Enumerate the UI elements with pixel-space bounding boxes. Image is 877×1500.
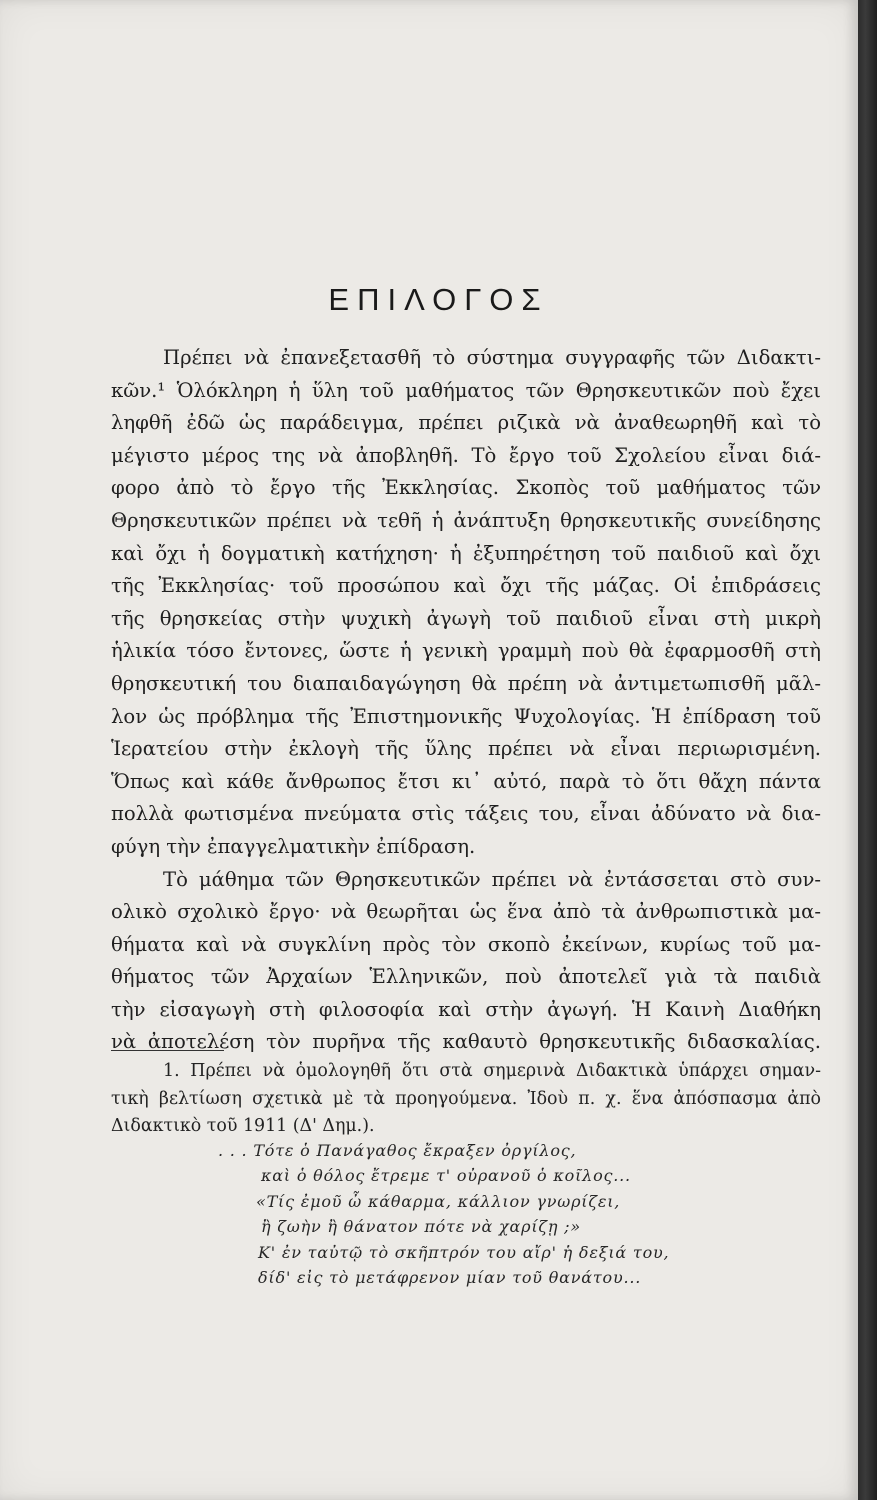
text-line: ἡλικία τόσο ἔντονες, ὥστε ἡ γενικὴ γραμμὴ ποὺ θὰ ἐφαρμοσθῆ στὴ bbox=[111, 639, 821, 663]
text-line: ολικὸ σχολικὸ ἔργο· νὰ θεωρῆται ὡς ἕνα ἀπὸ τὰ ἀνθρωπιστικὰ μα- bbox=[111, 900, 821, 924]
text-line: τῆς θρησκείας στὴν ψυχικὴ ἀγωγὴ τοῦ παιδιοῦ εἶναι στὴ μικρὴ bbox=[111, 606, 821, 630]
poem-line: . . . Τότε ὁ Πανάγαθος ἔκραξεν ὀργίλος, bbox=[218, 1141, 577, 1160]
footnote-line: Διδακτικὸ τοῦ 1911 (Δ' Δημ.). bbox=[111, 1116, 375, 1136]
text-line: καὶ ὄχι ἡ δογματικὴ κατήχηση· ἡ ἐξυπηρέτηση τοῦ παιδιοῦ καὶ ὄχι bbox=[111, 541, 821, 565]
text-line: μέγιστο μέρος της νὰ ἀποβληθῆ. Τὸ ἔργο τοῦ Σχολείου εἶναι διά- bbox=[111, 443, 821, 467]
text-line: Θρησκευτικῶν πρέπει νὰ τεθῆ ἡ ἀνάπτυξη θρησκευτικῆς συνείδησης bbox=[111, 508, 821, 532]
text-line: θήματος τῶν Ἀρχαίων Ἑλληνικῶν, ποὺ ἀποτελεῖ γιὰ τὰ παιδιὰ bbox=[111, 965, 821, 989]
chapter-title: ΕΠΙΛΟΓΟΣ bbox=[328, 282, 549, 317]
text-line: πολλὰ φωτισμένα πνεύματα στὶς τάξεις του, εἶναι ἀδύνατο νὰ δια- bbox=[111, 802, 821, 826]
text-line: νὰ ἀποτελέση τὸν πυρῆνα τῆς καθαυτὸ θρησκευτικῆς διδασκαλίας. bbox=[111, 1030, 821, 1054]
text-line: τῆς Ἐκκλησίας· τοῦ προσώπου καὶ ὄχι τῆς μάζας. Οἱ ἐπιδράσεις bbox=[111, 574, 821, 598]
text-line: φορο ἀπὸ τὸ ἔργο τῆς Ἐκκλησίας. Σκοπὸς τοῦ μαθήματος τῶν bbox=[111, 476, 821, 500]
text-line: κῶν.¹ Ὁλόκληρη ἡ ὕλη τοῦ μαθήματος τῶν Θρησκευτικῶν ποὺ ἔχει bbox=[111, 378, 821, 402]
poem-line: καὶ ὁ θόλος ἔτρεμε τ' οὐρανοῦ ὁ κοῖλος... bbox=[261, 1166, 631, 1186]
text-line: θήματα καὶ νὰ συγκλίνη πρὸς τὸν σκοπὸ ἐκείνων, κυρίως τοῦ μα- bbox=[111, 932, 821, 956]
text-line: Ὅπως καὶ κάθε ἄνθρωπος ἔτσι κι᾿ αὐτό, παρὰ τὸ ὅτι θἄχη πάντα bbox=[111, 769, 821, 793]
text-line: Τὸ μάθημα τῶν Θρησκευτικῶν πρέπει νὰ ἐντάσσεται στὸ συν- bbox=[163, 867, 821, 891]
poem-line: «Τίς ἐμοῦ ὦ κάθαρμα, κάλλιον γνωρίζει, bbox=[256, 1191, 621, 1211]
footnote-line: τικὴ βελτίωση σχετικὰ μὲ τὰ προηγούμενα. Ἰδοὺ π. χ. ἕνα ἀπόσπασμα ἀπὸ bbox=[111, 1088, 821, 1109]
footnote-divider bbox=[111, 1050, 224, 1051]
poem-line: ἢ ζωὴν ἢ θάνατον πότε νὰ χαρίζῃ ;» bbox=[261, 1217, 581, 1237]
poem-line: δίδ' εἰς τὸ μετάφρενον μίαν τοῦ θανάτου... bbox=[258, 1268, 642, 1288]
text-line: Ἱερατείου στὴν ἐκλογὴ τῆς ὕλης πρέπει νὰ εἶναι περιωρισμένη. bbox=[111, 737, 821, 761]
text-line: ληφθῆ ἐδῶ ὡς παράδειγμα, πρέπει ριζικὰ νὰ ἀναθεωρηθῆ καὶ τὸ bbox=[111, 411, 821, 435]
poem-excerpt bbox=[218, 1138, 669, 1290]
text-line: φύγη τὴν ἐπαγγελματικὴν ἐπίδραση. bbox=[111, 834, 476, 858]
footnote bbox=[111, 1058, 821, 1141]
text-line: Πρέπει νὰ ἐπανεξετασθῆ τὸ σύστημα συγγραφῆς τῶν Διδακτι- bbox=[163, 346, 821, 369]
text-line: τὴν εἰσαγωγὴ στὴ φιλοσοφία καὶ στὴν ἀγωγή. Ἡ Καινὴ Διαθήκη bbox=[111, 997, 821, 1021]
text-line: θρησκευτική του διαπαιδαγώγηση θὰ πρέπη νὰ ἀντιμετωπισθῆ μᾶλ- bbox=[111, 671, 821, 695]
footnote-line: 1. Πρέπει νὰ ὁμολογηθῆ ὅτι στὰ σημερινὰ Διδακτικὰ ὑπάρχει σημαν- bbox=[163, 1061, 821, 1081]
text-line: λον ὡς πρόβλημα τῆς Ἐπιστημονικῆς Ψυχολογίας. Ἡ ἐπίδραση τοῦ bbox=[111, 704, 821, 728]
page-edge bbox=[858, 0, 877, 1500]
poem-line: Κ' ἐν ταὐτῷ τὸ σκῆπτρόν του αἴρ' ἡ δεξιά του, bbox=[258, 1242, 670, 1262]
main-text bbox=[111, 342, 821, 1059]
